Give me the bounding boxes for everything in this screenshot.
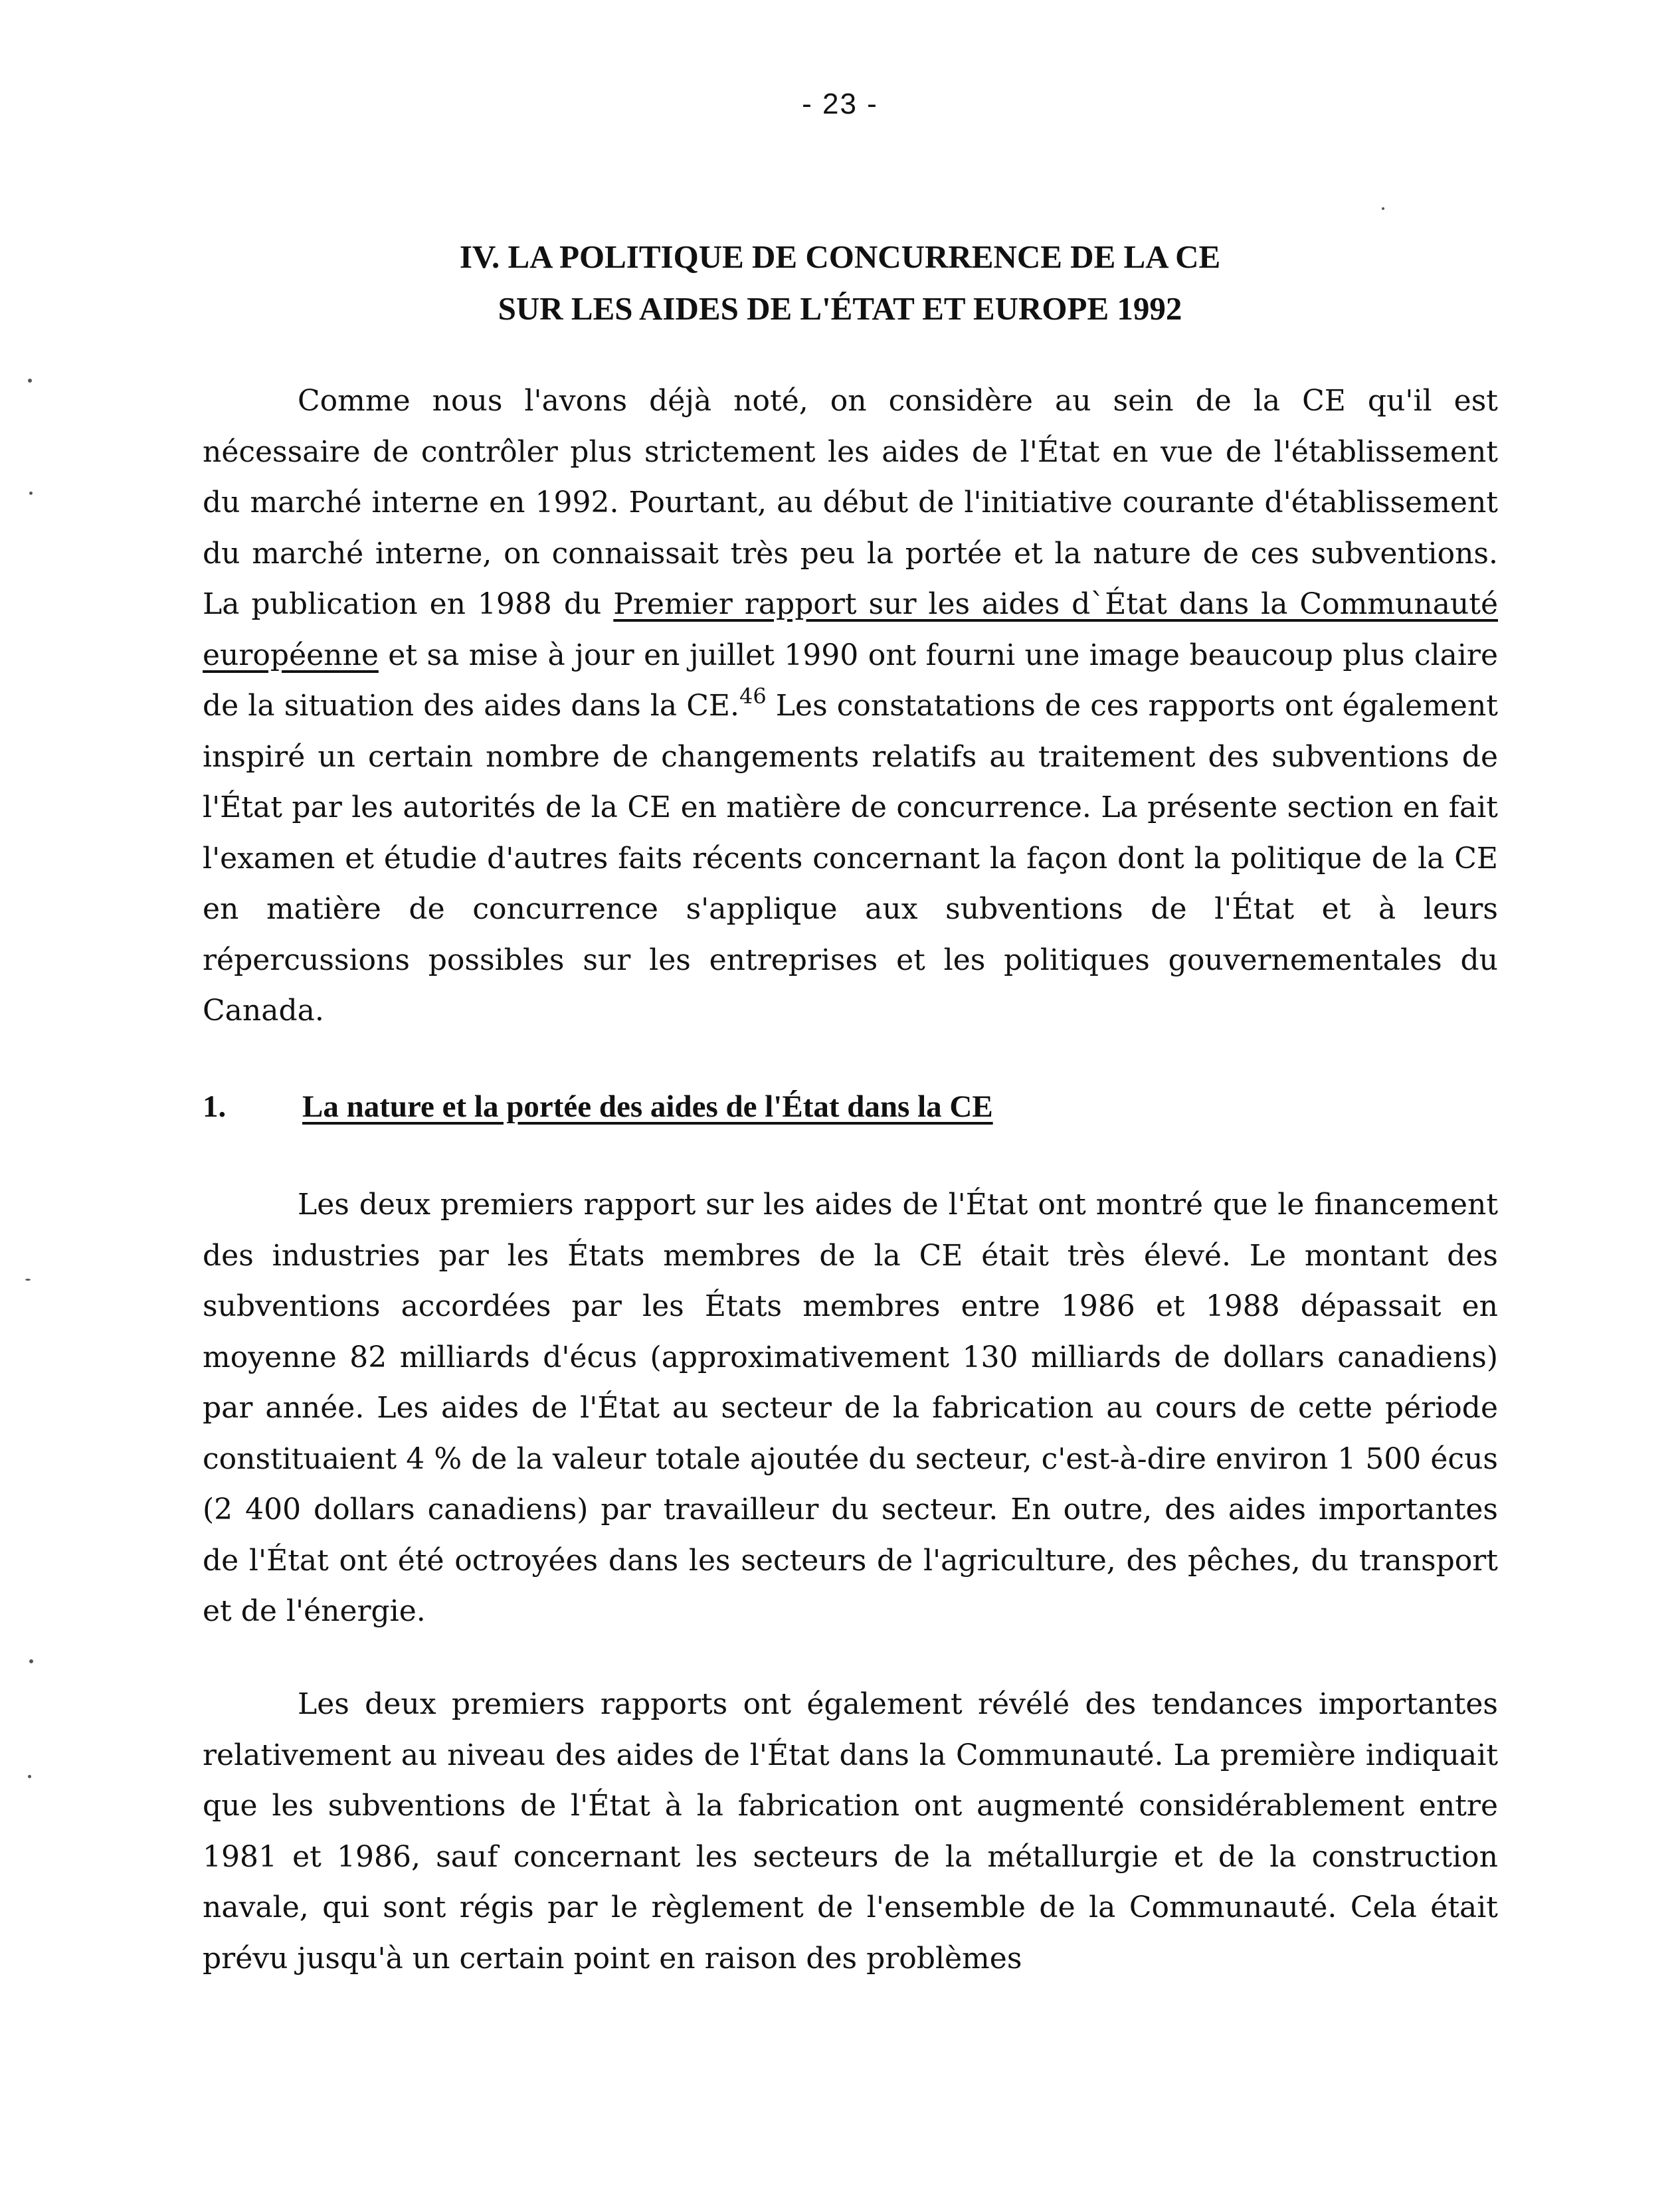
paragraph-intro-text-2: et sa mise à jour en juillet 1990 ont fourni une image beaucoup plus claire de la situation des aides dans la CE. (203, 638, 1498, 723)
footnote-ref: 46 (739, 684, 767, 709)
section-number: 1. (203, 1089, 227, 1124)
paragraph-trends: Les deux premiers rapports ont également révélé des tendances importantes relativement au niveau des aides de l'État dans la Communauté. La première indiquait que les subventions de l'État à la fabrication ont augmenté considérablement entre 1981 et 1986, sauf concernant les secteurs de la métallurgie et de la construction navale, qui sont régis par le règlement de l'ensemble de la Communauté. Cela était prévu jusqu'à un certain point en raison des problèmes (203, 1687, 1498, 1976)
paragraph-intro (203, 376, 1498, 1037)
section-heading (203, 1081, 993, 1132)
scan-speck (28, 379, 32, 383)
scan-speck (29, 1659, 33, 1663)
section-title: La nature et la portée des aides de l'État dans la CE (302, 1089, 993, 1124)
scan-speck (1382, 207, 1384, 210)
paragraph-intro-text-3: Les constatations de ces rapports ont également inspiré un certain nombre de changements relatifs au traitement des subventions de l'État par les autorités de la CE en matière de concurrence. La présente section en fait l'examen et étudie d'autres faits récents concernant la façon dont la politique de la CE en matière de concurrence s'applique aux subventions de l'État et à leurs répercussions possibles sur les entreprises et les politiques gouvernementales du Canada. (203, 689, 1498, 1028)
scan-speck (28, 1775, 31, 1778)
chapter-heading-line-1: IV. LA POLITIQUE DE CONCURRENCE DE LA CE (459, 238, 1221, 275)
paragraph-nature: Les deux premiers rapport sur les aides de l'État ont montré que le financement des industries par les États membres de la CE était très élevé. Le montant des subventions accordées par les États membres entre 1986 et 1988 dépassait en moyenne 82 milliards d'écus (approximativement 130 milliards de dollars canadiens) par année. Les aides de l'État au secteur de la fabrication au cours de cette période constituaient 4 % de la valeur totale ajoutée du secteur, c'est-à-dire environ 1 500 écus (2 400 dollars canadiens) par travailleur du secteur. En outre, des aides importantes de l'État ont été octroyées dans les secteurs de l'agriculture, des pêches, du transport et de l'énergie. (203, 1188, 1498, 1628)
scan-speck (29, 492, 33, 495)
chapter-heading-line-2: SUR LES AIDES DE L'ÉTAT ET EUROPE 1992 (498, 290, 1182, 327)
chapter-heading (0, 231, 1680, 335)
scan-speck (25, 1279, 31, 1281)
report-title: Premier rapport sur les aides d`État dans la Communauté européenne (203, 587, 1498, 672)
page-number: - 23 - (802, 88, 878, 120)
paragraph-intro-text-1: Comme nous l'avons déjà noté, on considère au sein de la CE qu'il est nécessaire de contrôler plus strictement les aides de l'État en vue de l'établissement du marché interne en 1992. Pourtant, au début de l'initiative courante d'établissement du marché interne, on connaissait très peu la portée et la nature de ces subventions. La publication en 1988 du (203, 384, 1498, 621)
